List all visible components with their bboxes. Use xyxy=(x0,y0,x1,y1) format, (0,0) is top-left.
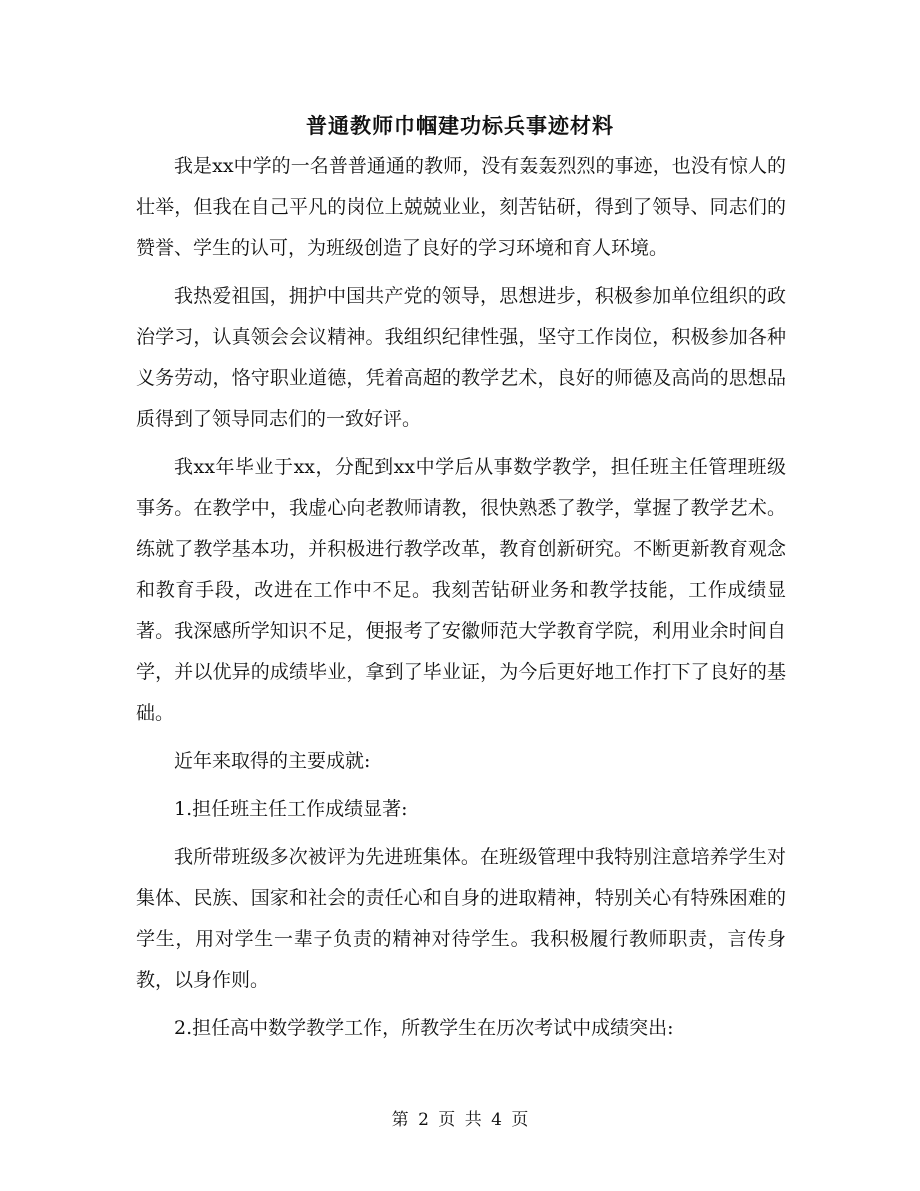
page-number-footer: 第 2 页 共 4 页 xyxy=(391,1110,529,1130)
paragraph-item-1-heading: 1.担任班主任工作成绩显著: xyxy=(174,798,408,820)
paragraph-career: 我xx年毕业于xx，分配到xx中学后从事数学教学，担任班主任管理班级事务。在教学中，我虚心向老教师请教，很快熟悉了教学，掌握了教学艺术。练就了教学基本功，并积极进行教学改革，教育创新研究。不断更新教育观念和教育手段，改进在工作中不足。我刻苦钻研业务和教学技能，工作成绩显著。我深感所学知识不足，便报考了安徽师范大学教育学院，利用业余时间自学，并以优异的成绩毕业，拿到了毕业证，为今后更好地工作打下了良好的基础。 xyxy=(136,456,786,724)
paragraph-patriotism: 我热爱祖国，拥护中国共产党的领导，思想进步，积极参加单位组织的政治学习，认真领会会议精神。我组织纪律性强，坚守工作岗位，积极参加各种义务劳动，恪守职业道德，凭着高超的教学艺术，良好的师德及高尚的思想品质得到了领导同志们的一致好评。 xyxy=(136,285,786,430)
document-body xyxy=(136,146,786,1056)
paragraph-class-management: 我所带班级多次被评为先进班集体。在班级管理中我特别注意培养学生对集体、民族、国家和社会的责任心和自身的进取精神，特别关心有特殊困难的学生，用对学生一辈子负责的精神对待学生。我积极履行教师职责，言传身教，以身作则。 xyxy=(136,846,786,991)
paragraph-achievements-heading: 近年来取得的主要成就: xyxy=(174,750,371,772)
document-title: 普通教师巾帼建功标兵事迹材料 xyxy=(306,113,614,138)
paragraph-intro: 我是xx中学的一名普普通通的教师，没有轰轰烈烈的事迹，也没有惊人的壮举，但我在自己平凡的岗位上兢兢业业，刻苦钻研，得到了领导、同志们的赞誉、学生的认可，为班级创造了良好的学习环境和育人环境。 xyxy=(136,155,786,259)
paragraph-item-2-heading: 2.担任高中数学教学工作，所教学生在历次考试中成绩突出: xyxy=(174,1017,674,1039)
